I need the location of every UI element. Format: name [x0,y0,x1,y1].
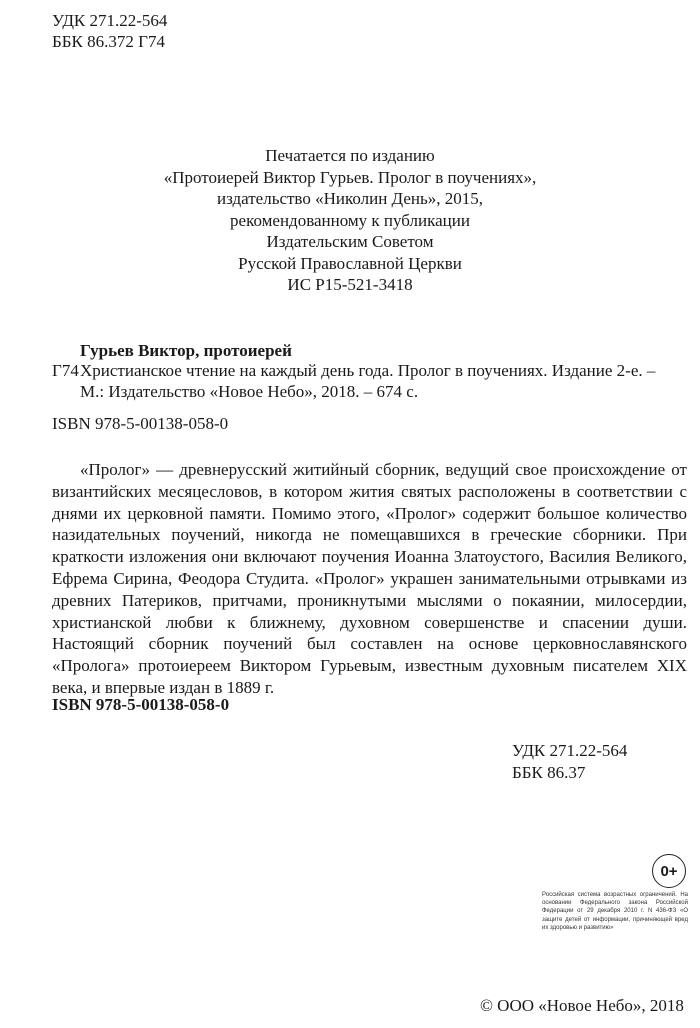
catalog-author: Гурьев Виктор, протоиерей [80,341,292,360]
annotation-paragraph: «Пролог» — древнерусский житийный сборник, ведущий свое происхождение от византийских месяцесловов, в котором жития святых расположены в соответствии с днями их церковной памяти. Помимо этого, «Пролог» содержит большое количество назидательных поучений, никогда не помещавшихся в греческие сборники. При краткости изложения они включают поучения Иоанна Златоустого, Василия Великого, Ефрема Сирина, Феодора Студита. «Пролог» украшен занимательными отрывками из древних Патериков, притчами, проникнутыми мыслями о покаянии, милосердии, христианской любви к ближнему, духовном совершенстве и спасении души. Настоящий сборник поучений был составлен на основе церковнославянского «Пролога» протоиереем Виктором Гурьевым, известным духовным писателем XIX века, и впервые издан в 1889 г. [52,460,687,697]
source-line: Печатается по изданию [265,146,435,165]
source-line: «Протоиерей Виктор Гурьев. Пролог в поучениях», [163,167,537,187]
catalog-entry [52,360,655,402]
catalog-isbn: ISBN 978-5-00138-058-0 [52,414,229,433]
top-bbk-code: ББК 86.372 Г74 [52,32,165,51]
isbn-bold: ISBN 978-5-00138-058-0 [52,695,230,714]
catalog-code: Г74 [52,361,79,380]
source-line: ИС Р15-521-3418 [287,275,413,294]
bottom-udk-code: УДК 271.22-564 [512,741,628,760]
age-rating-note: Российская система возрастных ограничений. На основании Федерального закона Российской Федерации от 29 декабря 2010 г. N 436-ФЗ «О защите детей от информации, причиняющей вред их здоровью и развитию» [542,892,688,931]
top-classification-codes [52,10,167,52]
copyright: © ООО «Новое Небо», 2018 [480,996,684,1015]
source-line: рекомендованному к публикации [230,210,470,230]
source-edition-note [0,145,700,296]
catalog-publisher-line: М.: Издательство «Новое Небо», 2018. – 674 с. [80,382,419,401]
source-line: Русской Православной Церкви [238,253,462,273]
top-udk-code: УДК 271.22-564 [52,11,168,30]
source-line: Издательским Советом [266,232,434,251]
annotation-text [52,459,687,699]
source-line: издательство «Николин День», 2015, [216,189,484,208]
bottom-classification-codes [512,740,627,784]
catalog-title-line: Христианское чтение на каждый день года. Пролог в поучениях. Издание 2-е. – [80,361,656,380]
bottom-bbk-code: ББК 86.37 [512,763,586,782]
age-rating-badge-icon: 0+ [652,854,686,888]
